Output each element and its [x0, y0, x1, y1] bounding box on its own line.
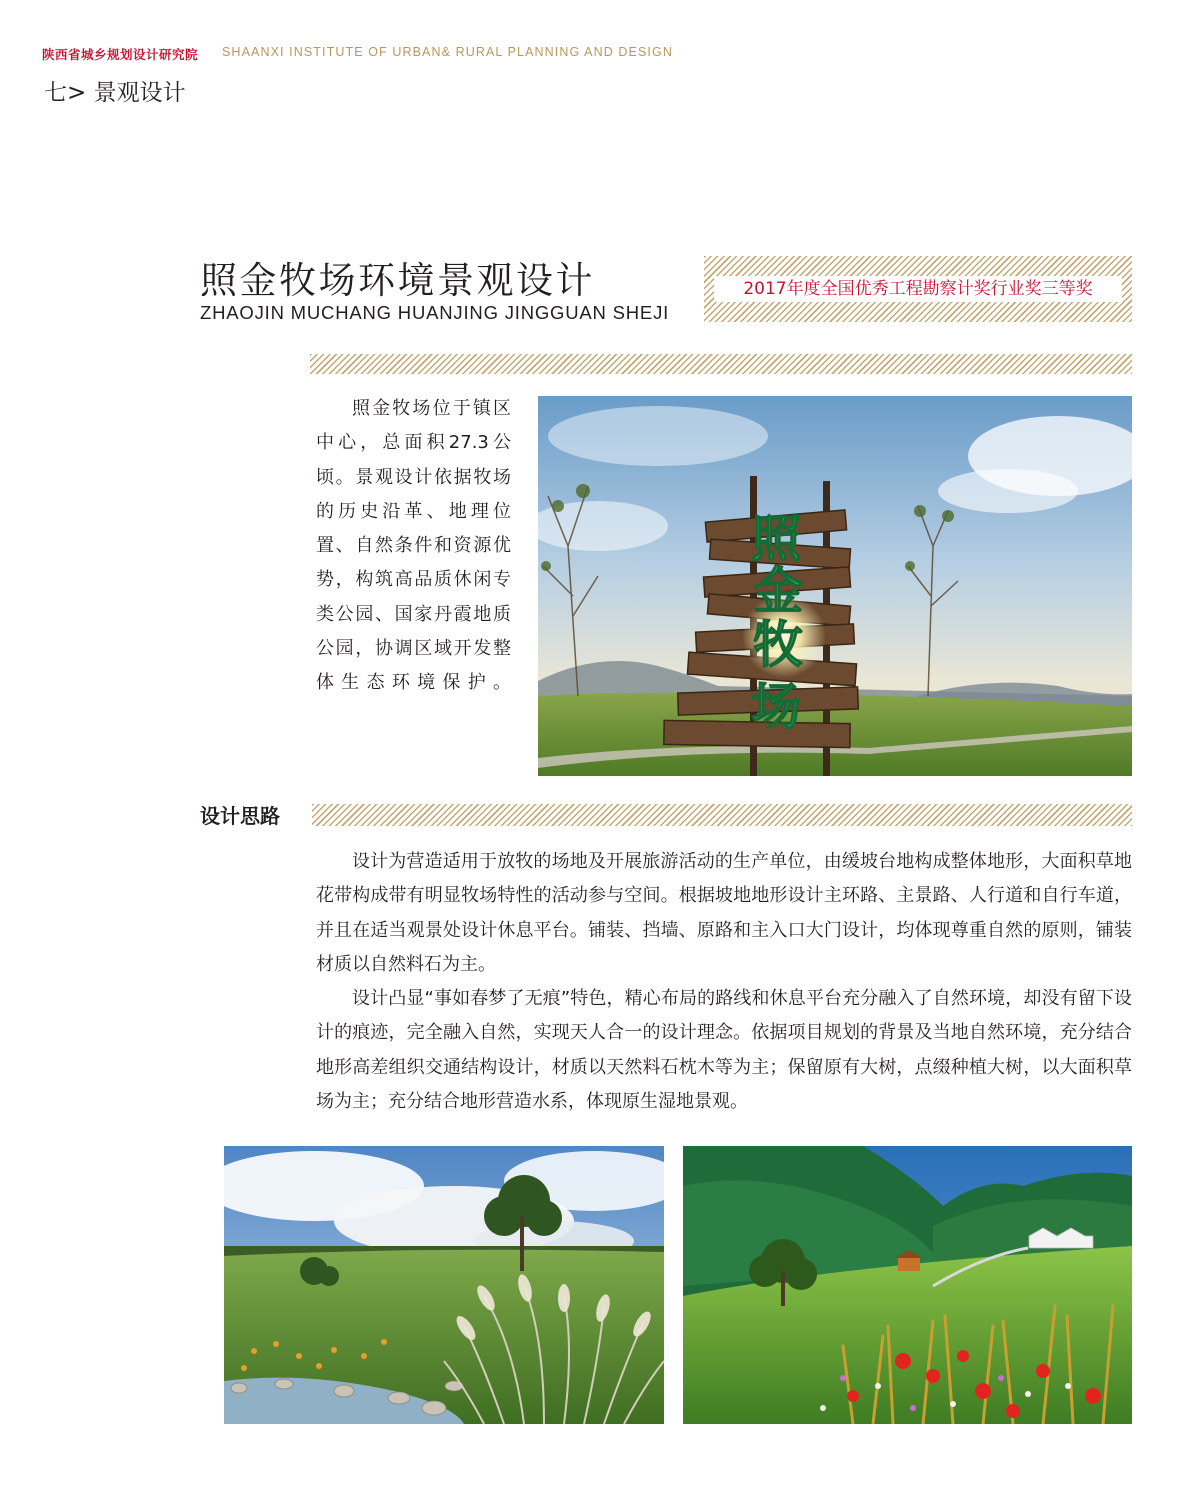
hatched-divider [310, 354, 1132, 374]
intro-paragraph [316, 392, 511, 701]
design-heading: 设计思路 [200, 804, 280, 828]
photo-ranch-sign [538, 396, 1132, 776]
design-paragraph-1: 设计为营造适用于放牧的场地及开展旅游活动的生产单位，由缓坡台地构成整体地形，大面积草地花带构成带有明显牧场特性的活动参与空间。根据坡地地形设计主环路、主景路、人行道和自行车道，并且在适当观景处设计休息平台。铺装、挡墙、原路和主入口大门设计，均体现尊重自然的原则，铺装材质以自然料石为主。 [316, 851, 1132, 975]
intro-text: 照金牧场位于镇区中心，总面积27.3公顷。景观设计依据牧场的历史沿革、地理位置、自然条件和资源优势，构筑高品质休闲专类公园、国家丹霞地质公园，协调区域开发整体生态环境保护。 [316, 398, 511, 694]
sign-char-1: 照 [751, 510, 801, 568]
design-paragraph-2: 设计凸显“事如春梦了无痕”特色，精心布局的路线和休息平台充分融入了自然环境，却没有留下设计的痕迹，完全融入自然，实现天人合一的设计理念。依据项目规划的背景及当地自然环境，充分结合地形高差组织交通结构设计，材质以天然料石枕木等为主；保留原有大树，点缀种植大树，以大面积草场为主；充分结合地形营造水系，体现原生湿地景观。 [316, 988, 1132, 1113]
sign-char-2: 金 [753, 562, 803, 620]
sign-char-3: 牧 [753, 616, 803, 674]
institute-name-en: SHAANXI INSTITUTE OF URBAN& RURAL PLANNING AND DESIGN [222, 45, 673, 59]
photo-wildflower-meadow [683, 1146, 1132, 1424]
award-text: 2017年度全国优秀工程勘察计奖行业奖三等奖 [714, 276, 1122, 302]
sign-char-4: 场 [751, 678, 801, 736]
section-title: 七> 景观设计 [44, 80, 186, 106]
project-title-en: ZHAOJIN MUCHANG HUANJING JINGGUAN SHEJI [200, 302, 670, 323]
project-title-cn: 照金牧场环境景观设计 [200, 259, 595, 302]
institute-name-cn: 陕西省城乡规划设计研究院 [42, 47, 199, 62]
design-body [316, 845, 1132, 1119]
hatched-divider-2 [312, 804, 1132, 826]
photo-stream-meadow [224, 1146, 664, 1424]
